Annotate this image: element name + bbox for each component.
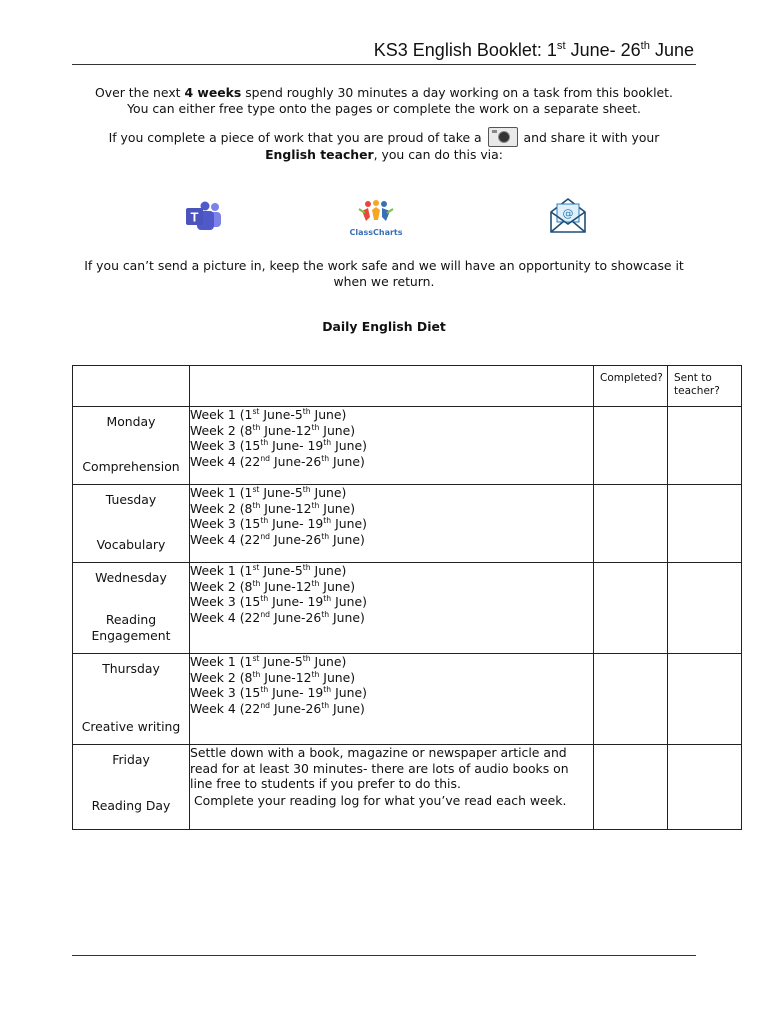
intro-line-2: You can either free type onto the pages or complete the work on a separate sheet. bbox=[127, 101, 641, 116]
footer-divider bbox=[72, 955, 696, 956]
table-row bbox=[73, 654, 742, 745]
page-header bbox=[72, 38, 696, 65]
day-cell bbox=[73, 745, 190, 830]
completed-cell[interactable] bbox=[594, 654, 668, 745]
day-focus: Reading Day bbox=[91, 798, 171, 813]
day-cell bbox=[73, 485, 190, 563]
day-focus: Comprehension bbox=[82, 459, 180, 474]
contact-options bbox=[0, 195, 768, 240]
table-row bbox=[73, 563, 742, 654]
reading-log-note: Complete your reading log for what you’ve read each week. bbox=[194, 792, 567, 808]
completed-cell[interactable] bbox=[594, 563, 668, 654]
classcharts-icon[interactable] bbox=[344, 199, 408, 235]
week-list bbox=[190, 563, 594, 654]
week-2: Week 2 (8th June-12th June) bbox=[190, 422, 356, 438]
sent-cell[interactable] bbox=[668, 407, 742, 485]
email-icon[interactable] bbox=[548, 196, 588, 234]
day-name: Friday bbox=[112, 752, 150, 767]
sent-cell[interactable] bbox=[668, 485, 742, 563]
intro-line-4: English teacher, you can do this via: bbox=[265, 147, 503, 162]
week-1: Week 1 (1st June-5th June) bbox=[190, 562, 347, 578]
completed-cell[interactable] bbox=[594, 407, 668, 485]
completed-cell[interactable] bbox=[594, 745, 668, 830]
header-sent-to-teacher: Sent to teacher? bbox=[668, 366, 742, 407]
week-3: Week 3 (15th June- 19th June) bbox=[190, 593, 367, 609]
day-focus: Reading Engagement bbox=[91, 612, 171, 643]
week-1: Week 1 (1st June-5th June) bbox=[190, 406, 347, 422]
daily-english-diet-table bbox=[72, 365, 742, 830]
day-cell bbox=[73, 654, 190, 745]
week-4: Week 4 (22nd June-26th June) bbox=[190, 453, 365, 469]
table-row-friday bbox=[73, 745, 742, 830]
day-focus: Creative writing bbox=[81, 719, 181, 734]
header-weeks-cell bbox=[190, 366, 594, 407]
week-list bbox=[190, 407, 594, 485]
day-cell bbox=[73, 563, 190, 654]
week-3: Week 3 (15th June- 19th June) bbox=[190, 684, 367, 700]
day-name: Tuesday bbox=[105, 492, 157, 507]
completed-cell[interactable] bbox=[594, 485, 668, 563]
sent-cell[interactable] bbox=[668, 654, 742, 745]
week-1: Week 1 (1st June-5th June) bbox=[190, 653, 347, 669]
week-3: Week 3 (15th June- 19th June) bbox=[190, 437, 367, 453]
sent-cell[interactable] bbox=[668, 745, 742, 830]
header-day-cell bbox=[73, 366, 190, 407]
intro-line-3: If you complete a piece of work that you are proud of take a and share it with your bbox=[72, 127, 696, 147]
day-name: Monday bbox=[106, 414, 156, 429]
week-2: Week 2 (8th June-12th June) bbox=[190, 578, 356, 594]
day-name: Wednesday bbox=[95, 570, 167, 585]
microsoft-teams-icon[interactable] bbox=[184, 201, 224, 231]
diet-title: Daily English Diet bbox=[322, 319, 446, 334]
table-header-row bbox=[73, 366, 742, 407]
intro-text bbox=[72, 85, 696, 163]
week-1: Week 1 (1st June-5th June) bbox=[190, 484, 347, 500]
table-row bbox=[73, 485, 742, 563]
friday-instructions bbox=[190, 745, 594, 830]
week-4: Week 4 (22nd June-26th June) bbox=[190, 531, 365, 547]
day-cell bbox=[73, 407, 190, 485]
classcharts-label: ClassCharts bbox=[349, 228, 403, 237]
week-2: Week 2 (8th June-12th June) bbox=[190, 669, 356, 685]
week-list bbox=[190, 485, 594, 563]
sent-cell[interactable] bbox=[668, 563, 742, 654]
booklet-title: KS3 English Booklet: 1st June- 26th June bbox=[373, 40, 694, 60]
safekeeping-note: If you can’t send a picture in, keep the work safe and we will have an opportunity to showcase it when we return. bbox=[84, 258, 684, 289]
week-4: Week 4 (22nd June-26th June) bbox=[190, 609, 365, 625]
table-row bbox=[73, 407, 742, 485]
camera-icon bbox=[488, 127, 518, 147]
week-list bbox=[190, 654, 594, 745]
friday-reading-text: Settle down with a book, magazine or newspaper article and read for at least 30 minutes- there are lots of audio books on line free to students if you prefer to do this. bbox=[190, 745, 569, 791]
week-4: Week 4 (22nd June-26th June) bbox=[190, 700, 365, 716]
day-focus: Vocabulary bbox=[96, 537, 166, 552]
day-name: Thursday bbox=[102, 661, 160, 676]
intro-line-1: Over the next 4 weeks spend roughly 30 minutes a day working on a task from this booklet. bbox=[95, 85, 673, 100]
svg-text:T: T bbox=[190, 209, 199, 225]
week-3: Week 3 (15th June- 19th June) bbox=[190, 515, 367, 531]
svg-text:@: @ bbox=[562, 207, 574, 220]
week-2: Week 2 (8th June-12th June) bbox=[190, 500, 356, 516]
header-completed: Completed? bbox=[594, 366, 668, 407]
